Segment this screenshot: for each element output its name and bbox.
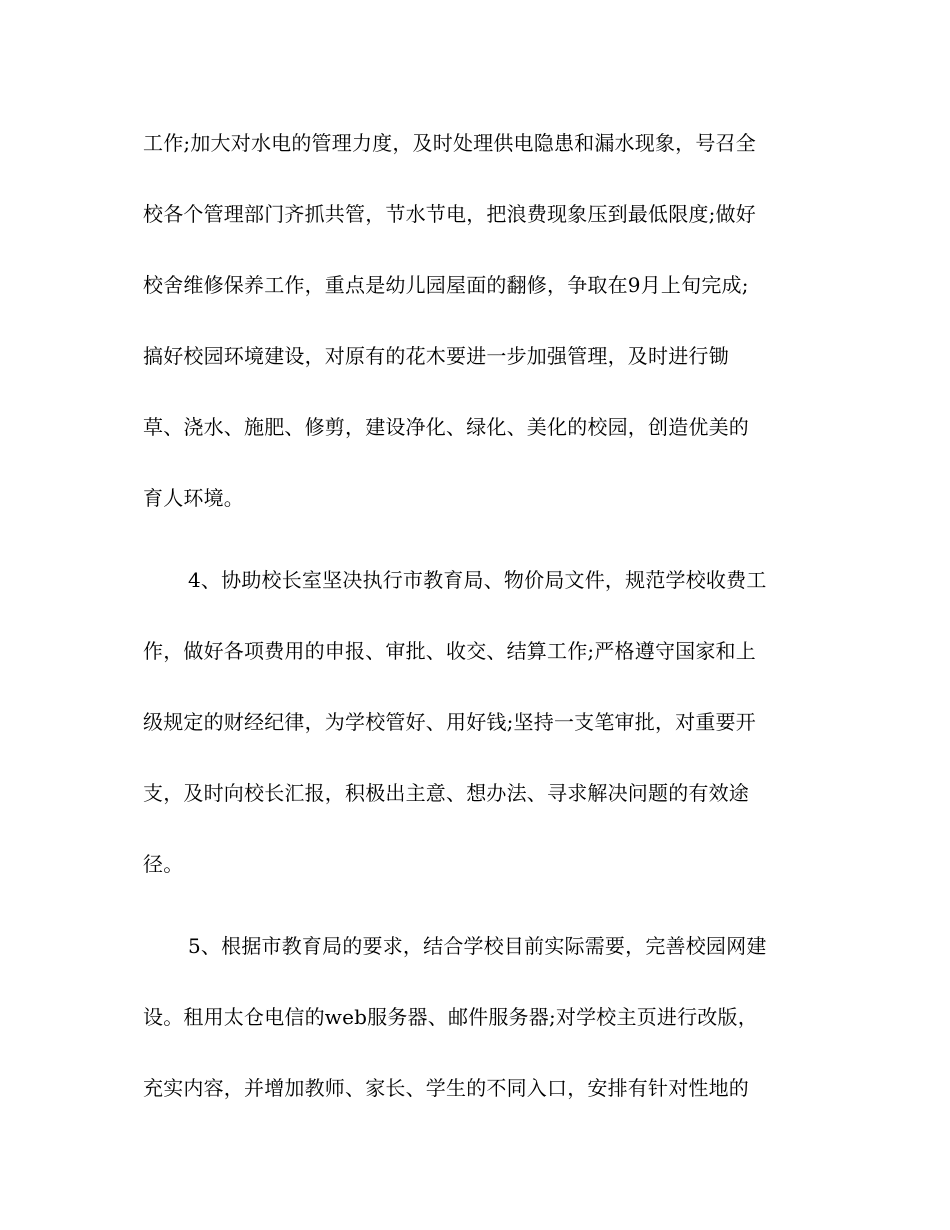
- text-line: 搞好校园环境建设，对原有的花木要进一步加强管理，及时进行锄: [143, 344, 729, 368]
- text-line: 设。租用太仓电信的web服务器、邮件服务器;对学校主页进行改版，: [143, 1005, 758, 1029]
- text-line: 径。: [143, 852, 184, 876]
- text-line: 工作;加大对水电的管理力度，及时处理供电隐患和漏水现象，号召全: [143, 131, 756, 155]
- paragraph-start-line: 4、协助校长室坚决执行市教育局、物价局文件，规范学校收费工: [188, 568, 767, 592]
- text-line: 充实内容，并增加教师、家长、学生的不同入口，安排有针对性地的: [143, 1076, 749, 1100]
- paragraph-start-line: 5、根据市教育局的要求，结合学校目前实际需要，完善校园网建: [188, 934, 767, 958]
- text-line: 校舍维修保养工作，重点是幼儿园屋面的翻修，争取在9月上旬完成;: [143, 273, 749, 297]
- text-line: 级规定的财经纪律，为学校管好、用好钱;坚持一支笔审批，对重要开: [143, 710, 756, 734]
- text-line: 育人环境。: [143, 486, 244, 510]
- text-line: 支，及时向校长汇报，积极出主意、想办法、寻求解决问题的有效途: [143, 781, 749, 805]
- text-line: 作，做好各项费用的申报、审批、收交、结算工作;严格遵守国家和上: [143, 639, 756, 663]
- text-line: 校各个管理部门齐抓共管，节水节电，把浪费现象压到最低限度;做好: [143, 202, 756, 226]
- text-line: 草、浇水、施肥、修剪，建设净化、绿化、美化的校园，创造优美的: [143, 415, 749, 439]
